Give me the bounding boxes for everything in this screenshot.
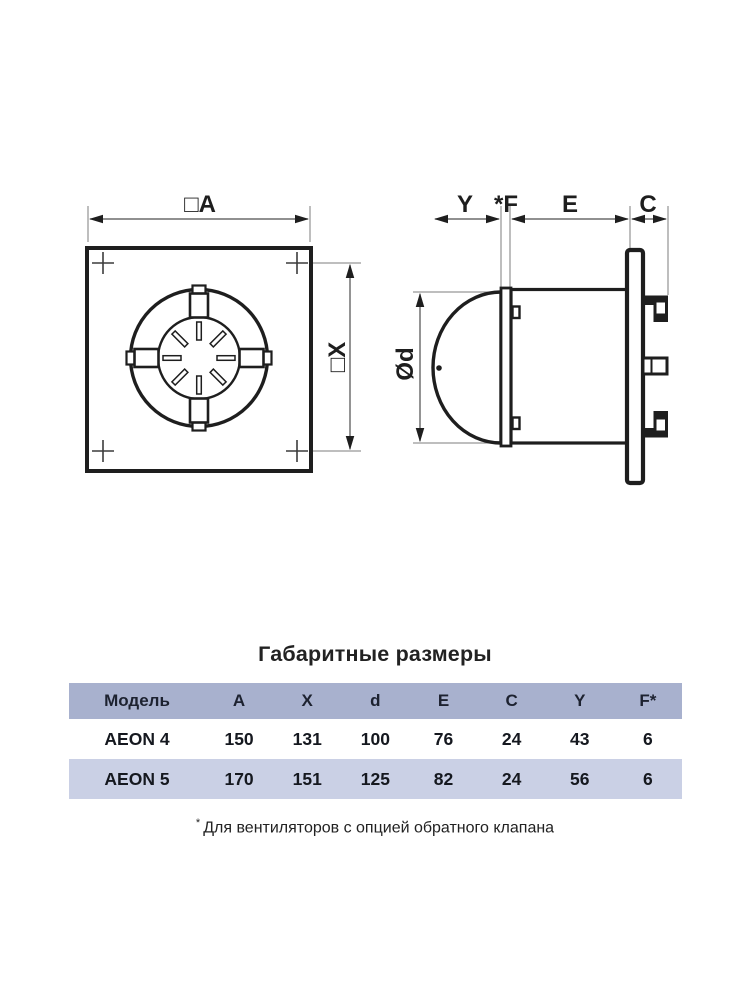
table-cell: 24 bbox=[501, 728, 522, 749]
table-cell: 100 bbox=[360, 728, 390, 749]
table-cell: 170 bbox=[224, 768, 254, 789]
col-header-model: Модель bbox=[104, 691, 170, 710]
col-header-x: X bbox=[301, 691, 313, 710]
col-header-y: Y bbox=[574, 691, 586, 710]
table-cell: 24 bbox=[501, 768, 522, 789]
col-header-c: C bbox=[505, 691, 518, 710]
table-cell: 150 bbox=[224, 728, 254, 749]
fan-body bbox=[511, 290, 627, 444]
footnote bbox=[0, 817, 750, 837]
duct-spigot-clips bbox=[643, 296, 668, 438]
table-header-row bbox=[69, 683, 682, 719]
col-header-f: F* bbox=[639, 691, 657, 710]
table-cell: 43 bbox=[570, 728, 590, 749]
dimension-label-f: *F bbox=[494, 191, 518, 218]
table-cell: 6 bbox=[643, 768, 653, 789]
col-header-e: E bbox=[437, 691, 450, 710]
dimension-label-e: E bbox=[561, 191, 579, 218]
footnote-star: * bbox=[195, 817, 201, 829]
dimension-label-y: Y bbox=[456, 191, 474, 218]
table-cell: 151 bbox=[292, 768, 322, 789]
front-view-diagram bbox=[87, 191, 361, 471]
body-clip-bottom bbox=[513, 418, 520, 430]
side-view-diagram bbox=[392, 191, 668, 483]
indicator-dot bbox=[436, 365, 442, 371]
dimension-label-c: C bbox=[639, 191, 657, 218]
table-row bbox=[69, 759, 682, 799]
mounting-plate bbox=[627, 250, 643, 483]
table-cell: 56 bbox=[570, 768, 590, 789]
dimension-label-x: □X bbox=[324, 341, 351, 373]
model-name: AEON 5 bbox=[104, 768, 170, 789]
table-cell: 131 bbox=[292, 728, 322, 749]
col-header-d: d bbox=[370, 691, 381, 710]
table-cell: 82 bbox=[433, 768, 454, 789]
table-cell: 76 bbox=[433, 728, 454, 749]
table-cell: 125 bbox=[360, 768, 390, 789]
dimension-label-d: Ød bbox=[392, 347, 419, 381]
dome-cover bbox=[433, 292, 501, 443]
table-cell: 6 bbox=[643, 728, 653, 749]
model-name: AEON 4 bbox=[104, 728, 170, 749]
body-clip-top bbox=[513, 307, 520, 319]
footnote-text: Для вентиляторов с опцией обратного клапана bbox=[203, 819, 555, 837]
col-header-a: A bbox=[232, 691, 246, 710]
table-row bbox=[69, 719, 682, 759]
dimensions-table bbox=[69, 683, 682, 799]
dimension-label-a: □A bbox=[184, 191, 216, 218]
page-title: Габаритные размеры bbox=[258, 642, 492, 666]
